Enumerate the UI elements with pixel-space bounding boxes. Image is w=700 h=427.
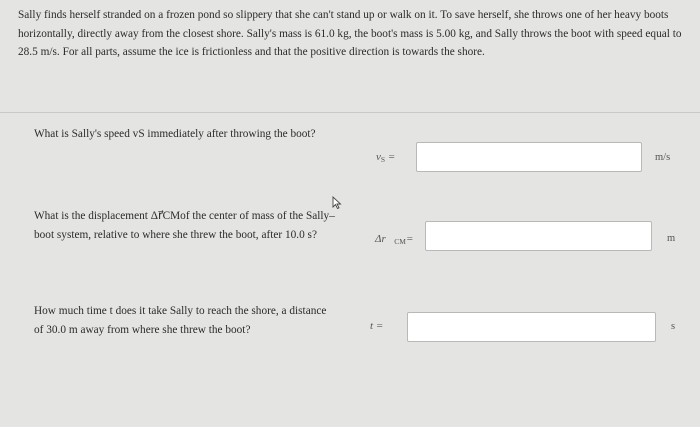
time-unit: s — [671, 321, 676, 332]
displacement-label: $\Delta r⃗_{CM}=$ — [375, 233, 414, 246]
question-3-prompt: How much time t does it take Sally to reach the shore, a distance of 30.0 m away from where she threw the boot? — [34, 305, 327, 336]
question-2-prompt: What is the displacement Δr⃗CMof the center of mass of the Sally–boot system, relative to where she threw the boot, after 10.0 s? — [34, 210, 335, 241]
displacement-unit: m — [667, 233, 676, 244]
speed-answer-input[interactable] — [416, 142, 642, 172]
divider — [0, 112, 700, 113]
problem-statement: Sally finds herself stranded on a frozen pond so slippery that she can't stand up or walk on it. To save herself, she throws one of her heavy boots horizontally, directly away from the closest shore. Sally's mass is 61.0 kg, the boot's mass is 5.00 kg, and Sally throws the boot with speed equal to 28.5 m/s. For all parts, assume the ice is frictionless and that the positive direction is towards the shore. — [18, 9, 682, 58]
question-1-prompt: What is Sally's speed vS immediately after throwing the boot? — [34, 128, 316, 140]
speed-label: $v_S$ = — [376, 151, 396, 164]
time-label: t = — [370, 320, 384, 332]
displacement-answer-input[interactable] — [425, 221, 652, 251]
time-answer-input[interactable] — [407, 312, 656, 342]
speed-unit: m/s — [655, 152, 671, 163]
